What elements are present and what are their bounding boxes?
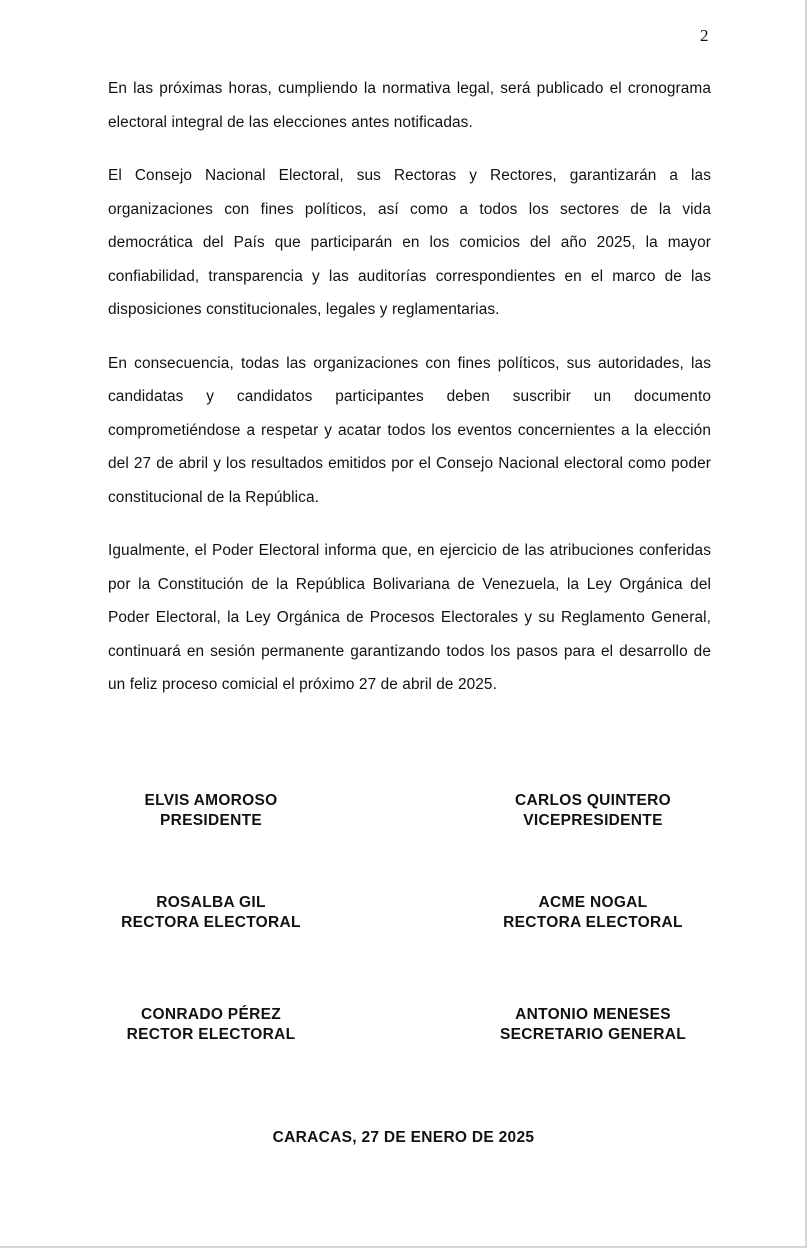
signatory-rectora-1 bbox=[100, 893, 322, 933]
signatory-role: VICEPRESIDENTE bbox=[523, 812, 663, 829]
page-number: 2 bbox=[700, 26, 709, 45]
signatory-name: ACME NOGAL bbox=[538, 894, 648, 911]
signatory-vicepresident bbox=[478, 791, 708, 831]
place-and-date: CARACAS, 27 DE ENERO DE 2025 bbox=[272, 1129, 535, 1146]
signatory-role: SECRETARIO GENERAL bbox=[500, 1026, 686, 1043]
signatory-role: RECTORA ELECTORAL bbox=[121, 914, 301, 931]
signatory-name: CONRADO PÉREZ bbox=[141, 1006, 281, 1023]
paragraph-permanent-session: Igualmente, el Poder Electoral informa que, en ejercicio de las atribuciones conferidas por la Constitución de la República Bolivariana de Venezuela, la Ley Orgánica del Poder Electoral, la Ley Orgánica de Procesos Electorales y su Reglamento General, continuará en sesión permanente garantizando todos los pasos para el desarrollo de un feliz proceso comicial el próximo 27 de abril de 2025. bbox=[108, 542, 711, 693]
signatory-role: RECTORA ELECTORAL bbox=[503, 914, 683, 931]
signatory-rectora-2 bbox=[478, 893, 708, 933]
signatory-name: CARLOS QUINTERO bbox=[514, 792, 672, 809]
signatory-role: RECTOR ELECTORAL bbox=[126, 1026, 296, 1043]
paragraph-electoral-schedule: En las próximas horas, cumpliendo la normativa legal, será publicado el cronograma electoral integral de las elecciones antes notificadas. bbox=[108, 80, 711, 131]
signatory-rector bbox=[100, 1005, 322, 1045]
signatory-president bbox=[100, 791, 322, 831]
signatory-secretary bbox=[478, 1005, 708, 1045]
paragraph-guarantees: El Consejo Nacional Electoral, sus Rectoras y Rectores, garantizarán a las organizaciones con fines políticos, así como a todos los sectores de la vida democrática del País que participarán en los comicios del año 2025, la mayor confiabilidad, transparencia y las auditorías correspondientes en el marco de las disposiciones constitucionales, legales y reglamentarias. bbox=[108, 167, 711, 318]
signatory-role: PRESIDENTE bbox=[159, 812, 263, 829]
signatory-name: ROSALBA GIL bbox=[156, 894, 266, 911]
signatory-name: ANTONIO MENESES bbox=[515, 1006, 671, 1023]
document-body bbox=[108, 72, 711, 722]
paragraph-commitment: En consecuencia, todas las organizaciones con fines políticos, sus autoridades, las candidatas y candidatos participantes deben suscribir un documento comprometiéndose a respetar y acatar todos los eventos concernientes a la elección del 27 de abril y los resultados emitidos por el Consejo Nacional electoral como poder constitucional de la República. bbox=[108, 354, 711, 506]
signatory-name: ELVIS AMOROSO bbox=[144, 792, 278, 809]
